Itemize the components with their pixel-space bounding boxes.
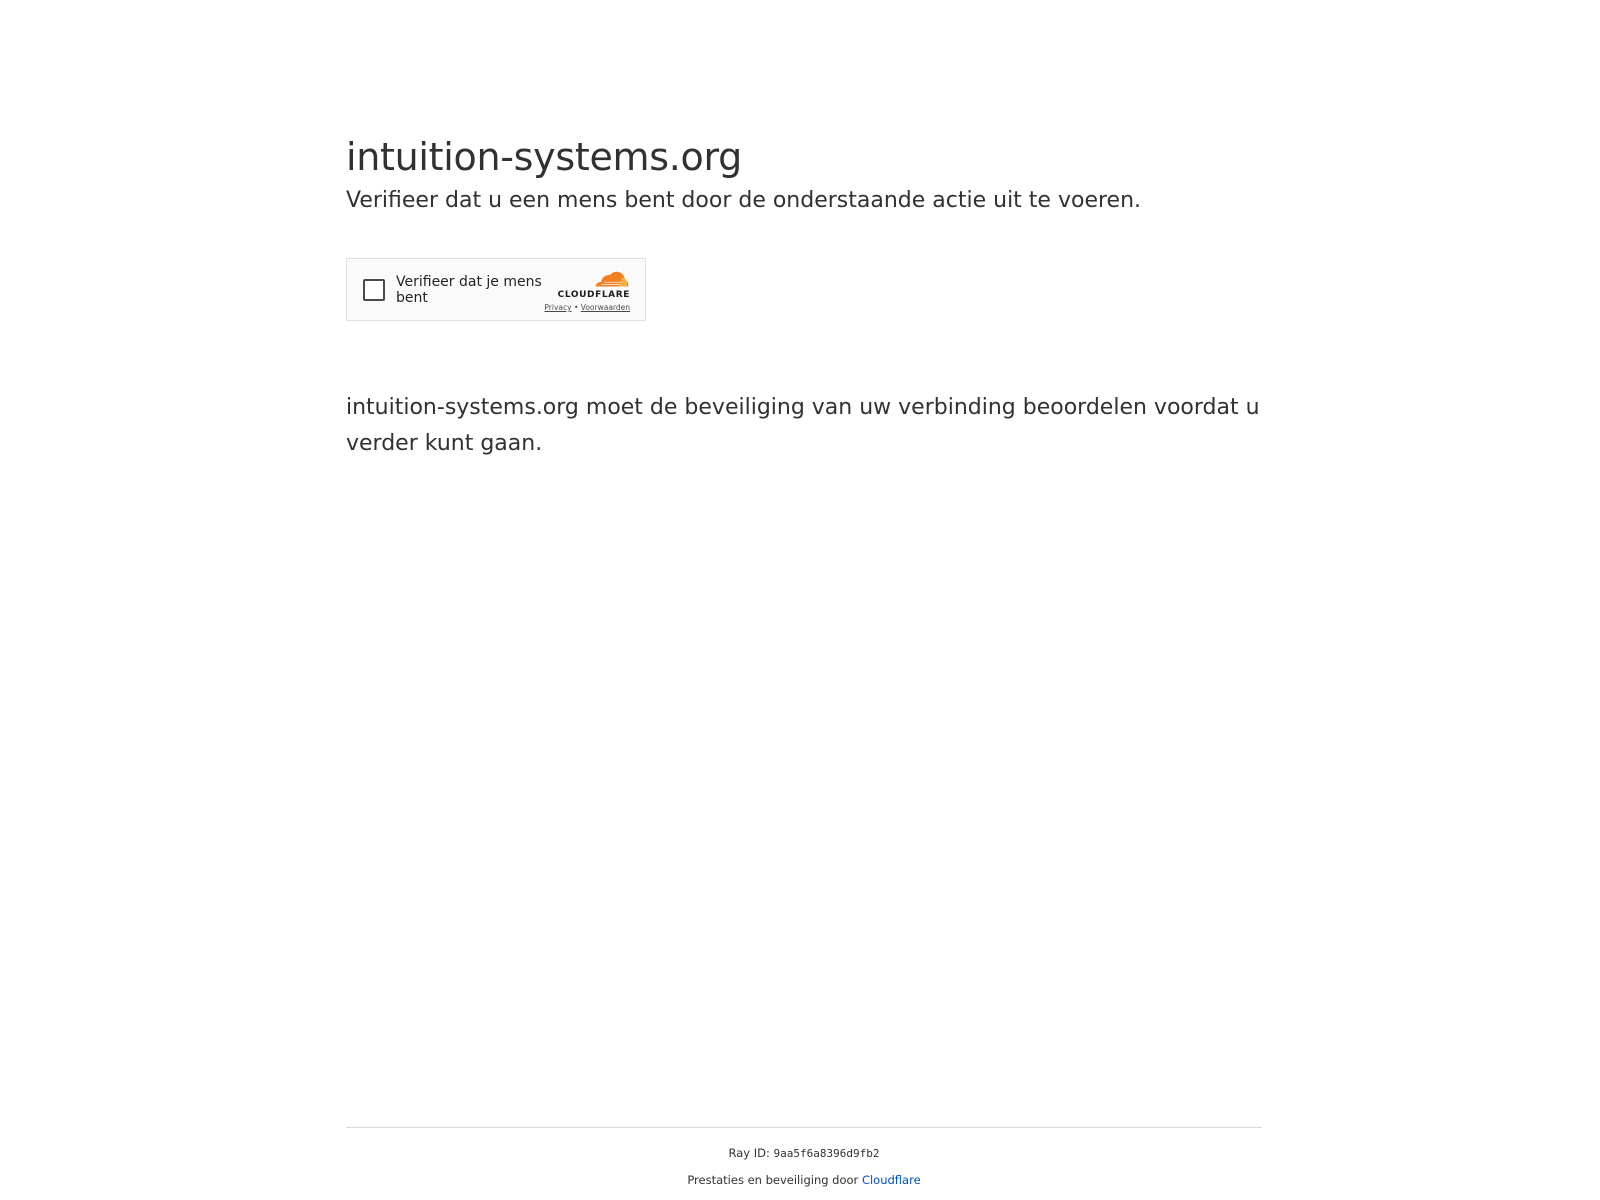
footer xyxy=(346,1127,1262,1188)
cloudflare-link[interactable]: Cloudflare xyxy=(861,1173,921,1187)
site-title: intuition-systems.org xyxy=(346,135,742,179)
widget-links xyxy=(540,303,630,313)
verify-checkbox[interactable] xyxy=(363,279,385,301)
ray-id-value: 9aa5f6a8396d9fb2 xyxy=(773,1147,880,1160)
cloudflare-branding xyxy=(540,269,630,313)
cloudflare-cloud-icon xyxy=(592,269,630,289)
turnstile-widget xyxy=(346,258,646,321)
ray-id xyxy=(346,1145,1262,1162)
performance-credit xyxy=(346,1172,1262,1188)
main-content xyxy=(346,132,1262,456)
security-message: intuition-systems.org moet de beveiliging van uw verbinding beoordelen voordat u verder kunt gaan. xyxy=(346,395,1260,456)
privacy-link[interactable]: Privacy xyxy=(544,303,572,312)
link-separator: • xyxy=(573,303,579,312)
performance-text: Prestaties en beveiliging door xyxy=(687,1173,859,1187)
verify-checkbox-label[interactable]: Verifieer dat je mens bent xyxy=(396,274,542,306)
verification-instruction: Verifieer dat u een mens bent door de onderstaande actie uit te voeren. xyxy=(346,188,1142,213)
ray-id-label: Ray ID: xyxy=(728,1146,770,1160)
cloudflare-wordmark: CLOUDFLARE xyxy=(557,290,630,300)
terms-link[interactable]: Voorwaarden xyxy=(580,303,630,312)
